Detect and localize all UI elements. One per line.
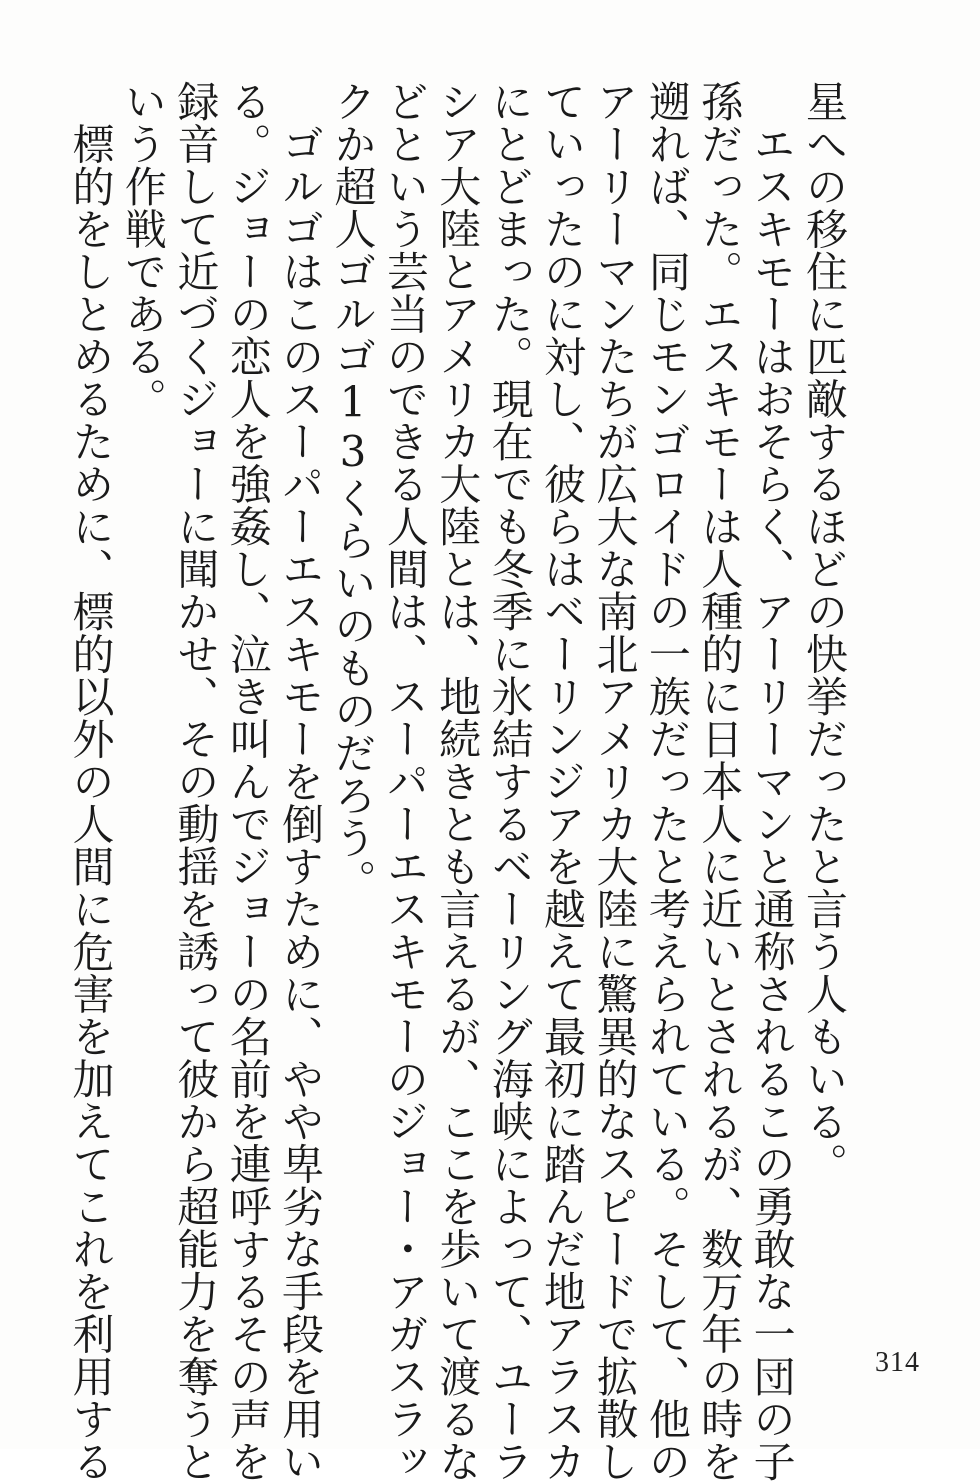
text-line: 録音して近づくジョーに聞かせ、その動揺を誘って彼から超能力を奪うと [171, 80, 221, 1483]
text-line: 標的をしとめるために、標的以外の人間に危害を加えてこれを利用する [66, 80, 116, 1483]
text-line: 遡れば、同じモンゴロイドの一族だったと考えられている。そして、他の [642, 80, 692, 1483]
text-line: ていったのに対し、彼らはベーリンジアを越えて最初に踏んだ地アラスカ [538, 80, 588, 1483]
page-number: 314 [875, 1347, 920, 1378]
text-line: シア大陸とアメリカ大陸とは、地続きとも言えるが、ここを歩いて渡るな [433, 80, 483, 1483]
text-line: エスキモーはおそらく、アーリーマンと通称されるこの勇敢な一団の子 [747, 80, 797, 1483]
text-line: にとどまった。現在でも冬季に氷結するベーリング海峡によって、ユーラ [485, 80, 535, 1483]
text-line: アーリーマンたちが広大な南北アメリカ大陸に驚異的なスピードで拡散し [590, 80, 640, 1483]
text-line: 星への移住に匹敵するほどの快挙だったと言う人もいる。 [800, 80, 849, 1185]
text-line: どという芸当のできる人間は、スーパーエスキモーのジョー・アガスラッ [380, 80, 430, 1483]
vertical-text-body [64, 80, 850, 1483]
text-line: 孫だった。エスキモーは人種的に日本人に近いとされるが、数万年の時を [695, 80, 745, 1483]
text-line: クか超人ゴルゴ13くらいのものだろう。 [328, 80, 378, 902]
text-line: る。ジョーの恋人を強姦し、泣き叫んでジョーの名前を連呼するその声を [223, 80, 273, 1483]
text-line: ゴルゴはこのスーパーエスキモーを倒すために、やや卑劣な手段を用い [276, 80, 326, 1483]
text-line: いう作戦である。 [118, 80, 168, 420]
